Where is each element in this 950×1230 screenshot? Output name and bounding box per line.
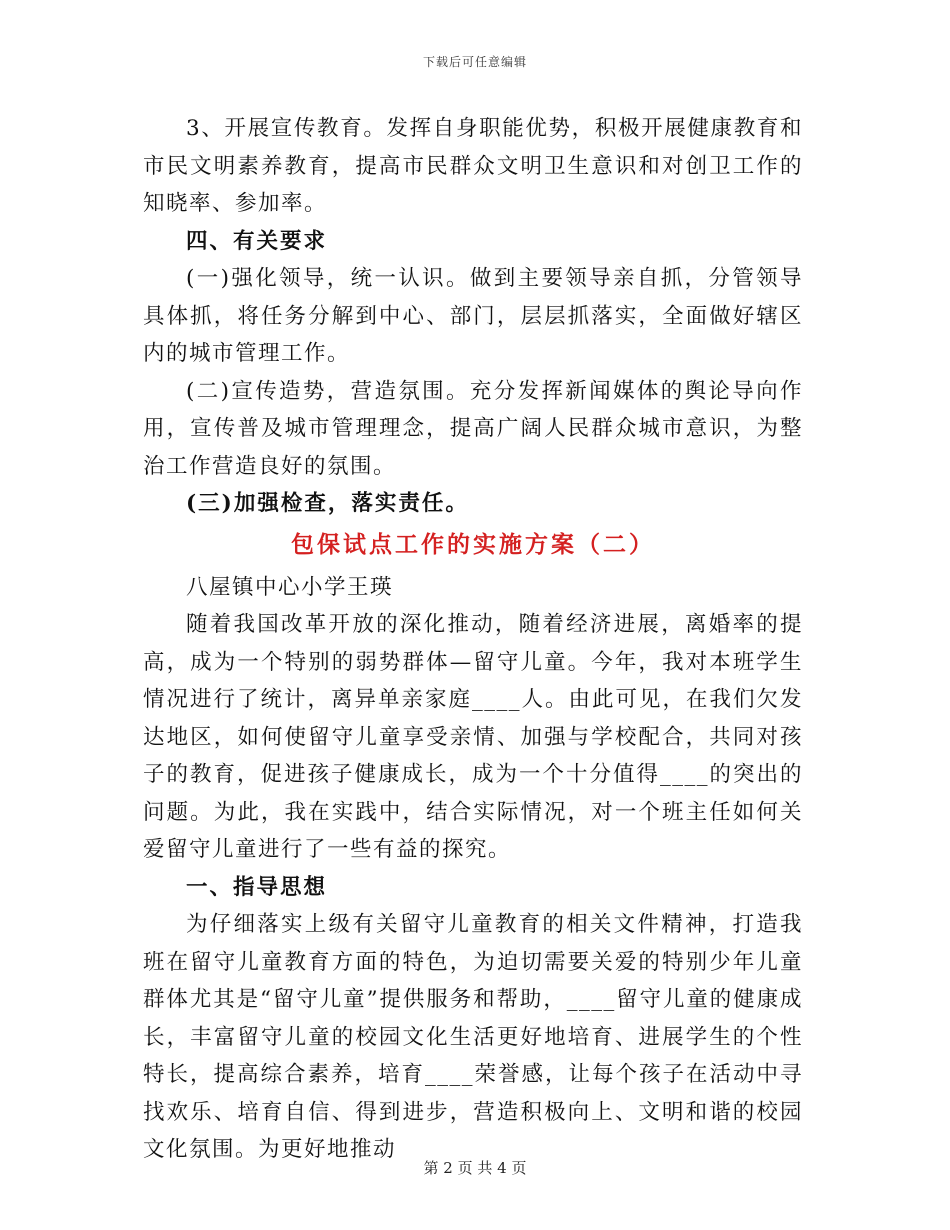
requirement-1: (一)强化领导，统一认识。做到主要领导亲自抓，分管领导具体抓，将任务分解到中心、部门，层层抓落实，全面做好辖区内的城市管理工作。 bbox=[143, 266, 803, 366]
section-heading-requirements: 四、有关要求 bbox=[186, 228, 328, 254]
author-line: 八屋镇中心小学王瑛 bbox=[186, 574, 394, 600]
requirement-3: (三)加强检查，落实责任。 bbox=[186, 491, 469, 516]
header-note: 下载后可任意编辑 bbox=[422, 55, 527, 69]
section-heading-guiding-thought: 一、指导思想 bbox=[186, 874, 328, 900]
requirement-2: (二)宣传造势，营造氛围。充分发挥新闻媒体的舆论导向作用，宣传普及城市管理理念，提高广阔人民群众城市意识，为整治工作营造良好的氛围。 bbox=[143, 378, 803, 479]
guiding-paragraph: 为仔细落实上级有关留守儿童教育的相关文件精神，打造我班在留守儿童教育方面的特色，为迫切需要关爱的特别少年儿童群体尤其是“留守儿童”提供服务和帮助，____留守儿童的健康成长，丰富留守儿童的校园文化生活更好地培育、进展学生的个性特长，提高综合素养，培育____荣誉感，让每个孩子在活动中寻找欢乐、培育自信、得到进步，营造积极向上、文明和谐的校园文化氛围。为更好地推动 bbox=[143, 912, 803, 1162]
intro-paragraph: 随着我国改革开放的深化推动，随着经济进展，离婚率的提高，成为一个特别的弱势群体—留守儿童。今年，我对本班学生情况进行了统计，离异单亲家庭____人。由此可见，在我们欠发达地区，如何使留守儿童享受亲情、加强与学校配合，共同对孩子的教育，促进孩子健康成长，成为一个十分值得____的突出的问题。为此，我在实践中，结合实际情况，对一个班主任如何关爱留守儿童进行了一些有益的探究。 bbox=[143, 612, 803, 862]
document-body bbox=[143, 110, 803, 1169]
page-number: 第 2 页 共 4 页 bbox=[423, 1159, 527, 1177]
document-title: 包保试点工作的实施方案（二） bbox=[291, 530, 655, 558]
paragraph-3: 3、开展宣传教育。发挥自身职能优势，积极开展健康教育和市民文明素养教育，提高市民群众文明卫生意识和对创卫工作的知晓率、参加率。 bbox=[143, 116, 803, 216]
